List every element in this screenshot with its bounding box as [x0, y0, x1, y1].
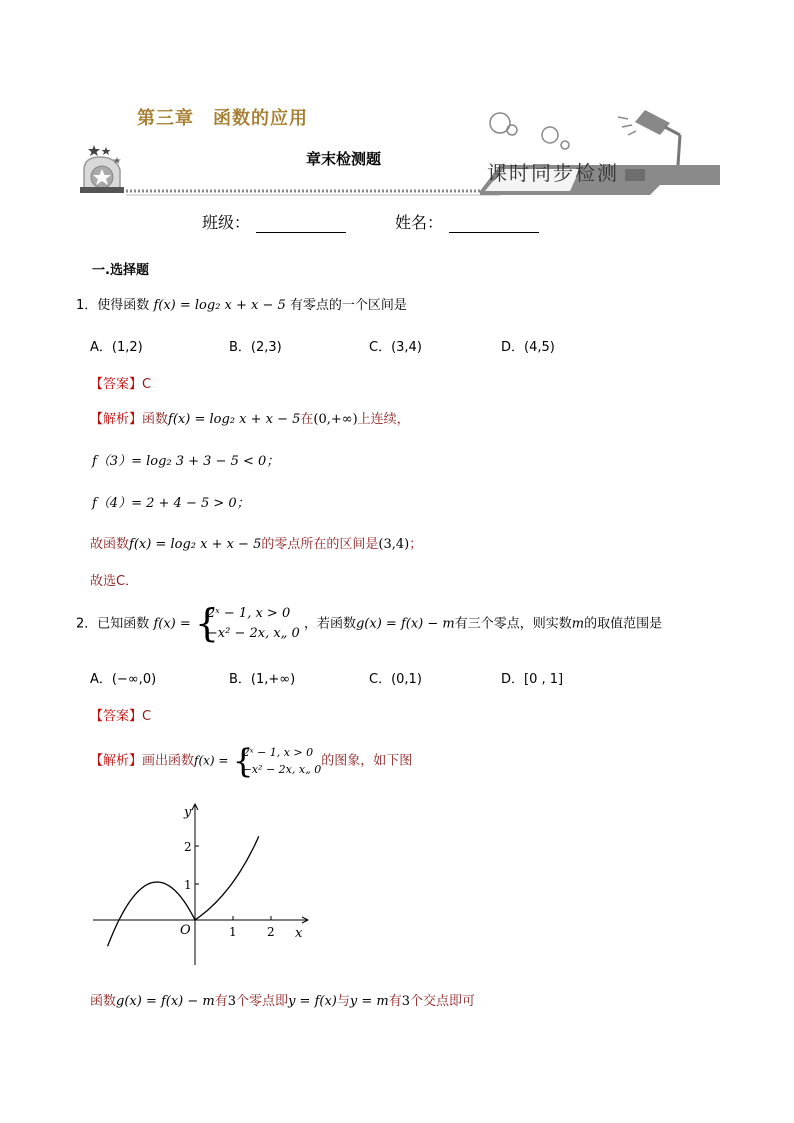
function-graph: [90, 800, 320, 970]
q2-conclusion: [90, 990, 475, 1009]
answer-value: C: [142, 709, 152, 724]
bubbles-icon: [490, 113, 569, 149]
analysis-interval: (0,+∞): [313, 412, 358, 427]
x-axis-label: x: [295, 926, 303, 941]
q1-analysis-line-5: 故选C．: [90, 574, 139, 589]
analysis-text: 故函数: [90, 537, 130, 552]
q2-option-c[interactable]: C．(0,1): [369, 672, 422, 687]
chapter-title: 第三章 函数的应用: [137, 108, 308, 129]
piece-2: −x² − 2x, x„ 0: [242, 763, 322, 776]
analysis-interval: (3,4): [378, 537, 410, 552]
class-blank[interactable]: [256, 214, 346, 233]
conclusion-text: 与: [336, 994, 350, 1009]
analysis-text: 的图象，如下图: [321, 753, 413, 769]
banner-title: 课时同步检测: [487, 161, 619, 185]
star-badge-icon: [80, 145, 124, 193]
y-tick-label: 1: [184, 878, 192, 892]
conclusion-text: 个交点即可: [410, 994, 476, 1009]
conclusion-text: 个零点即: [236, 994, 289, 1009]
q1-option-b[interactable]: B．(2,3): [229, 340, 282, 355]
analysis-text: 函数: [142, 412, 169, 427]
answer-tag: 【答案】: [90, 709, 143, 724]
question-1: [76, 294, 407, 313]
question-text: 的取值范围是: [584, 616, 663, 632]
piecewise-function: [194, 601, 300, 645]
analysis-text: ；: [409, 537, 423, 552]
q1-analysis-line-2: f（3）= log₂ 3 + 3 − 5 < 0；: [92, 454, 280, 469]
analysis-text: 上连续，: [357, 412, 410, 427]
analysis-formula-lhs: f(x) =: [194, 753, 229, 768]
question-variable: m: [571, 616, 585, 632]
analysis-formula: f(x) = log₂ x + x − 5: [168, 412, 301, 427]
q2-option-a[interactable]: A．(−∞,0): [90, 672, 157, 687]
y-tick-label: 2: [184, 840, 192, 854]
conclusion-number: 3: [227, 994, 237, 1009]
class-label: 班级：: [202, 213, 251, 232]
name-blank[interactable]: [449, 214, 539, 233]
conclusion-number: 3: [401, 994, 411, 1009]
x-tick-label: 1: [229, 925, 237, 939]
piece-1: 2ˣ − 1, x > 0: [242, 746, 314, 759]
q2-option-b[interactable]: B．(1,+∞): [229, 672, 296, 687]
question-text: ，若函数: [303, 616, 356, 632]
brace-icon: {: [232, 741, 254, 780]
q1-option-a[interactable]: A．(1,2): [90, 340, 143, 355]
q1-option-d[interactable]: D．(4,5): [501, 340, 555, 355]
question-formula: f(x) = log₂ x + x − 5: [153, 298, 286, 313]
name-field: [395, 210, 539, 233]
class-field: [202, 210, 346, 233]
conclusion-text: 函数: [90, 994, 117, 1009]
answer-value: C: [142, 377, 152, 392]
q2-analysis: [90, 741, 413, 780]
answer-tag: 【答案】: [90, 377, 143, 392]
conclusion-text: 有: [214, 994, 228, 1009]
analysis-text: 的零点所在的区间是: [261, 537, 379, 552]
question-formula-lhs: f(x) =: [153, 616, 191, 632]
question-number: 1．: [76, 298, 98, 313]
question-text: 有零点的一个区间是: [289, 298, 407, 313]
piece-1: 2ˣ − 1, x > 0: [206, 606, 291, 621]
analysis-tag: 【解析】: [90, 753, 143, 769]
q2-answer: [90, 705, 151, 724]
analysis-text: 在: [300, 412, 314, 427]
origin-label: O: [180, 923, 191, 938]
q1-analysis-line-1: [90, 408, 410, 427]
y-axis-label: y: [184, 805, 192, 820]
q1-answer: [90, 373, 151, 392]
piece-2: −x² − 2x, x„ 0: [206, 626, 300, 641]
page-subtitle: 章末检测题: [306, 150, 382, 168]
question-number: 2．: [76, 616, 98, 632]
question-text: 已知函数: [97, 616, 150, 632]
curve-right-branch: [195, 836, 259, 920]
name-label: 姓名：: [395, 213, 444, 232]
x-tick-label: 2: [267, 925, 275, 939]
brace-icon: {: [194, 601, 220, 645]
question-text: 使得函数: [97, 298, 150, 313]
question-formula: g(x) = f(x) − m: [355, 616, 455, 632]
analysis-formula: f(x) = log₂ x + x − 5: [129, 537, 262, 552]
conclusion-formula: g(x) = f(x) − m: [116, 994, 215, 1009]
analysis-text: 画出函数: [142, 753, 195, 769]
q1-option-c[interactable]: C．(3,4): [369, 340, 422, 355]
conclusion-text: 有: [388, 994, 402, 1009]
question-text: 有三个零点，则实数: [454, 616, 572, 632]
conclusion-formula: y = m: [349, 994, 389, 1009]
piecewise-function: [232, 741, 322, 780]
desk-lamp-icon: [618, 110, 680, 165]
q1-analysis-line-3: f（4）= 2 + 4 − 5 > 0；: [92, 496, 250, 511]
question-2: [76, 601, 663, 645]
q1-analysis-line-4: [90, 533, 422, 552]
analysis-tag: 【解析】: [90, 412, 143, 427]
q2-option-d[interactable]: D．[0 , 1]: [501, 672, 564, 687]
section-title: 一.选择题: [92, 263, 149, 278]
conclusion-formula: y = f(x): [288, 994, 337, 1009]
